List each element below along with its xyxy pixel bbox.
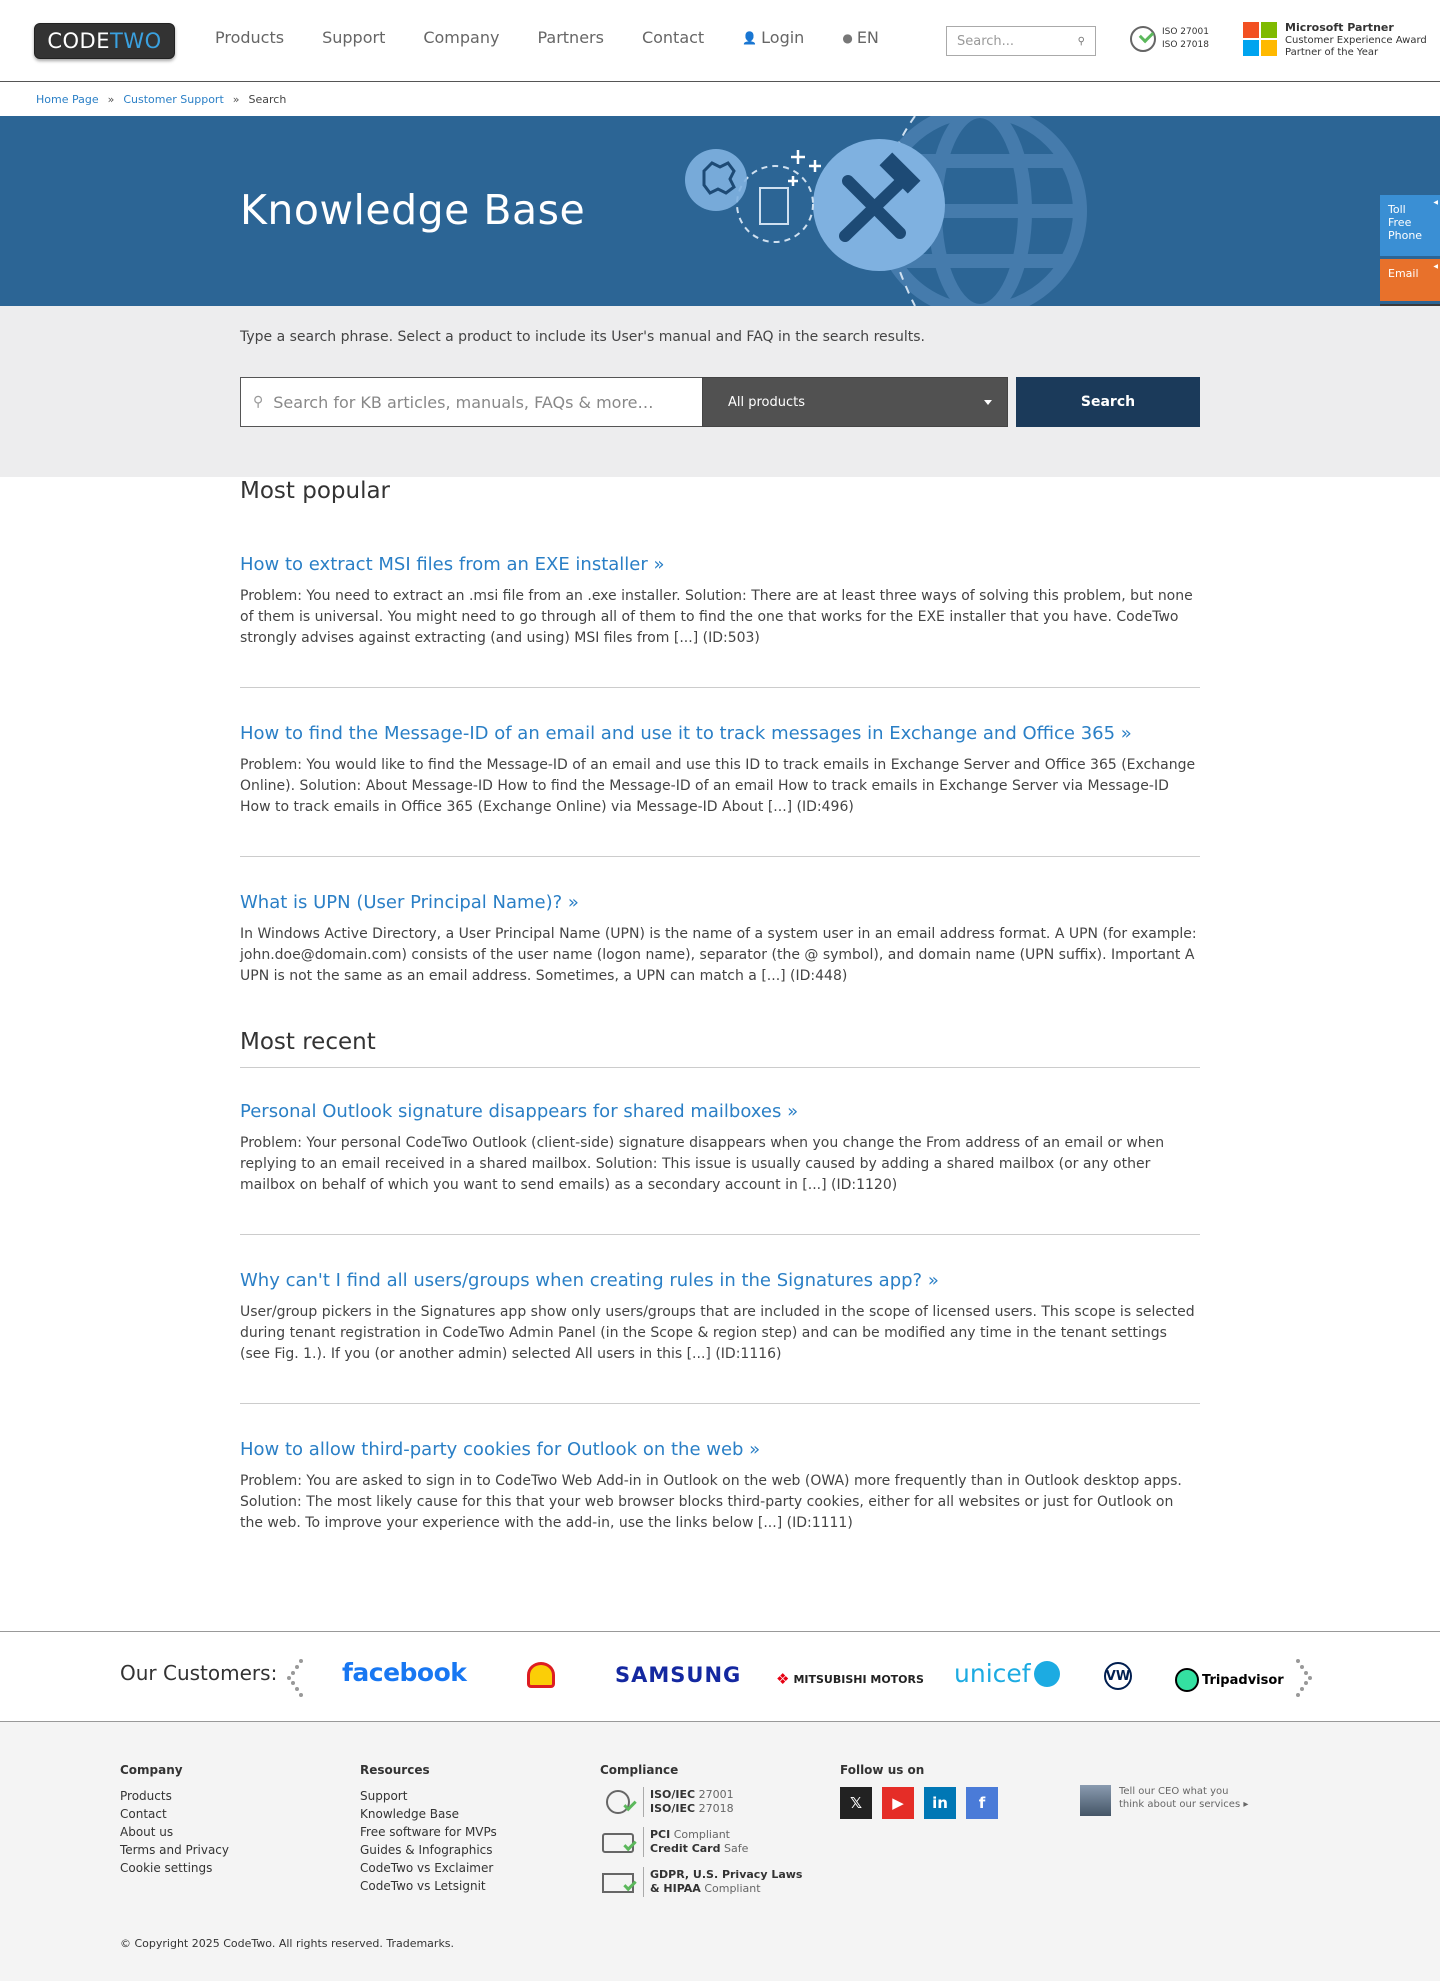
user-icon: 👤 xyxy=(742,30,758,45)
search-icon: ⚲ xyxy=(253,394,264,410)
article-summary: Problem: You need to extract an .msi file from an .exe installer. Solution: There are at least three ways of solving this problem, but none of them is universal. You might need to go through all of them to find the one that works for the EXE installer that you have. CodeTwo strongly advises against extracting (and using) MSI files from [...] (ID:503) xyxy=(240,588,1193,646)
article-summary: Problem: Your personal CodeTwo Outlook (client-side) signature disappears when you change the From address of an email or when replying to an email received in a shared mailbox. Solution: This issue is usually caused by adding a shared mailbox (or any other mailbox on behalf of which you want to send emails) as a secondary account in [...] (ID:1120) xyxy=(240,1135,1165,1193)
list-item xyxy=(240,554,1200,649)
footer-link-vs-letsignit[interactable]: CodeTwo vs Letsignit xyxy=(360,1879,486,1893)
article-summary: User/group pickers in the Signatures app show only users/groups that are included in the scope of licensed users. This scope is selected during tenant registration in CodeTwo Admin Panel (in the Scope & region step) and can be modified any time in the tenant settings (see Fig. 1.). If you (or another admin) selected All users in this [...] (ID:1116) xyxy=(240,1304,1195,1362)
most-popular-heading: Most popular xyxy=(240,478,391,504)
facebook-icon[interactable]: f xyxy=(966,1787,998,1819)
nav-products[interactable]: Products xyxy=(215,28,285,47)
iso-globe-icon xyxy=(1130,26,1156,52)
nav-login[interactable]: 👤 Login xyxy=(742,28,805,47)
footer-resources: Resources Support Knowledge Base Free software for MVPs Guides & Infographics CodeTwo vs Exclaimer CodeTwo vs Letsignit xyxy=(360,1763,497,1893)
article-link[interactable]: How to find the Message-ID of an email and use it to track messages in Exchange and Office 365 » xyxy=(240,723,1132,744)
globe-icon: ● xyxy=(842,30,853,45)
page-title: Knowledge Base xyxy=(240,186,586,234)
footer-link-about[interactable]: About us xyxy=(120,1825,174,1839)
footer-follow: Follow us on 𝕏 ▶ in f xyxy=(840,1763,998,1819)
codetwo-logo[interactable]: CODE TWO xyxy=(34,23,175,59)
site-header xyxy=(0,0,1440,82)
support-tools-illustration xyxy=(680,116,1160,306)
breadcrumb-home[interactable]: Home Page xyxy=(36,92,99,106)
breadcrumb: Home Page » Customer Support » Search xyxy=(36,92,287,106)
breadcrumb-current: Search xyxy=(248,92,287,106)
shell-logo xyxy=(527,1662,555,1688)
article-link[interactable]: Why can't I find all users/groups when creating rules in the Signatures app? » xyxy=(240,1270,939,1291)
search-hint: Type a search phrase. Select a product to include its User's manual and FAQ in the search results. xyxy=(240,329,925,345)
kb-search-section xyxy=(0,306,1440,477)
expand-icon: ◀ xyxy=(1433,199,1438,206)
microsoft-partner-badge: Microsoft Partner Customer Experience Award Partner of the Year xyxy=(1243,22,1427,59)
divider xyxy=(240,856,1200,857)
footer-link-products[interactable]: Products xyxy=(120,1789,172,1803)
footer-link-contact[interactable]: Contact xyxy=(120,1807,167,1821)
carousel-prev-icon[interactable] xyxy=(285,1657,305,1697)
divider xyxy=(240,1403,1200,1404)
mitsubishi-diamond-icon: ❖ xyxy=(776,1670,790,1688)
samsung-logo: SAMSUNG xyxy=(615,1663,742,1687)
divider xyxy=(240,687,1200,688)
kb-content xyxy=(240,478,1200,1534)
list-item xyxy=(240,1270,1200,1365)
footer-link-kb[interactable]: Knowledge Base xyxy=(360,1807,459,1821)
ceo-feedback-link[interactable]: Tell our CEO what you think about our services ▸ xyxy=(1080,1785,1248,1816)
article-link[interactable]: How to extract MSI files from an EXE installer » xyxy=(240,554,665,575)
list-item xyxy=(240,1439,1200,1534)
linkedin-icon[interactable]: in xyxy=(924,1787,956,1819)
footer-link-support[interactable]: Support xyxy=(360,1789,408,1803)
footer-compliance: Compliance ISO/IEC 27001 ISO/IEC 27018 PCI Compliant Credit Card Safe GDPR, U.S. Privacy Laws & HIPAA Compliant xyxy=(600,1763,803,1895)
x-twitter-icon[interactable]: 𝕏 xyxy=(840,1787,872,1819)
breadcrumb-customer-support[interactable]: Customer Support xyxy=(123,92,224,106)
footer-link-vs-exclaimer[interactable]: CodeTwo vs Exclaimer xyxy=(360,1861,494,1875)
footer-link-mvp[interactable]: Free software for MVPs xyxy=(360,1825,497,1839)
kb-search-input[interactable]: ⚲ Search for KB articles, manuals, FAQs & more… xyxy=(240,377,703,427)
footer-link-terms[interactable]: Terms and Privacy xyxy=(120,1843,229,1857)
footer-link-guides[interactable]: Guides & Infographics xyxy=(360,1843,493,1857)
footer-link-cookies[interactable]: Cookie settings xyxy=(120,1861,213,1875)
list-item xyxy=(240,1101,1200,1196)
article-link[interactable]: What is UPN (User Principal Name)? » xyxy=(240,892,579,913)
most-recent-heading: Most recent xyxy=(240,1029,376,1055)
divider xyxy=(240,1234,1200,1235)
email-tab[interactable]: ◀ Email xyxy=(1380,259,1440,301)
main-nav xyxy=(215,28,917,47)
nav-support[interactable]: Support xyxy=(322,28,386,47)
footer-company: Company Products Contact About us Terms and Privacy Cookie settings xyxy=(120,1763,229,1875)
volkswagen-logo: VW xyxy=(1104,1662,1132,1690)
header-search-input[interactable]: Search... ⚲ xyxy=(946,26,1096,56)
article-summary: Problem: You would like to find the Message-ID of an email and use this ID to track emails in Exchange Server and Office 365 (Exchange Online). Solution: About Message-ID How to find the Message-ID of an email How to track emails in Exchange Server via Message-ID How to track emails in Office 365 (Exchange Online) via Message-ID About [...] (ID:496) xyxy=(240,757,1196,815)
microsoft-logo-icon xyxy=(1243,22,1277,56)
carousel-next-icon[interactable] xyxy=(1294,1657,1314,1697)
facebook-logo: facebook xyxy=(342,1658,467,1687)
avatar xyxy=(1080,1785,1111,1816)
mitsubishi-logo: ❖ MITSUBISHI MOTORS xyxy=(776,1670,924,1688)
article-link[interactable]: How to allow third-party cookies for Outlook on the web » xyxy=(240,1439,761,1460)
search-button[interactable]: Search xyxy=(1016,377,1200,427)
expand-icon: ◀ xyxy=(1433,263,1438,270)
toll-free-phone-tab[interactable]: ◀ Toll Free Phone xyxy=(1380,195,1440,256)
tripadvisor-owl-icon xyxy=(1175,1668,1199,1692)
article-link[interactable]: Personal Outlook signature disappears for shared mailboxes » xyxy=(240,1101,799,1122)
list-item xyxy=(240,723,1200,818)
chevron-down-icon xyxy=(984,400,992,405)
pci-compliance-badge[interactable]: PCI Compliant Credit Card Safe xyxy=(600,1827,802,1857)
nav-contact[interactable]: Contact xyxy=(641,28,705,47)
unicef-globe-icon xyxy=(1034,1661,1060,1687)
youtube-icon[interactable]: ▶ xyxy=(882,1787,914,1819)
nav-company[interactable]: Company xyxy=(423,28,500,47)
nav-partners[interactable]: Partners xyxy=(537,28,604,47)
tripadvisor-logo: Tripadvisor xyxy=(1175,1668,1284,1692)
customers-label: Our Customers: xyxy=(120,1661,278,1685)
unicef-logo: unicef xyxy=(954,1659,1060,1688)
divider xyxy=(240,1067,1200,1068)
hero-banner xyxy=(0,116,1440,306)
list-item xyxy=(240,892,1200,987)
nav-language[interactable]: ● EN xyxy=(842,28,879,47)
article-summary: In Windows Active Directory, a User Principal Name (UPN) is the name of a system user in an email address format. A UPN (for example: john.doe@domain.com) consists of the user name (logon name), separator (the @ symbol), and domain name (UPN suffix). Important A UPN is not the same as an email address. Sometimes, a UPN can match a [...] (ID:448) xyxy=(240,926,1197,984)
iso-badge: ISO 27001 ISO 27018 xyxy=(1130,26,1209,52)
customers-carousel xyxy=(0,1631,1440,1722)
iso-compliance-badge[interactable]: ISO/IEC 27001 ISO/IEC 27018 xyxy=(600,1787,802,1817)
product-select[interactable]: All products xyxy=(702,377,1008,427)
site-footer xyxy=(0,1722,1440,1981)
search-icon[interactable]: ⚲ xyxy=(1077,35,1085,47)
gdpr-compliance-badge[interactable]: GDPR, U.S. Privacy Laws & HIPAA Compliant xyxy=(600,1867,802,1897)
copyright: © Copyright 2025 CodeTwo. All rights reserved. Trademarks. xyxy=(120,1937,455,1950)
article-summary: Problem: You are asked to sign in to CodeTwo Web Add-in in Outlook on the web (OWA) more frequently than in Outlook desktop apps. Solution: The most likely cause for this that your web browser blocks third-party cookies, either for all websites or just for Outlook on the web. To improve your experience with the add-in, use the links below [...] (ID:1111) xyxy=(240,1473,1182,1531)
